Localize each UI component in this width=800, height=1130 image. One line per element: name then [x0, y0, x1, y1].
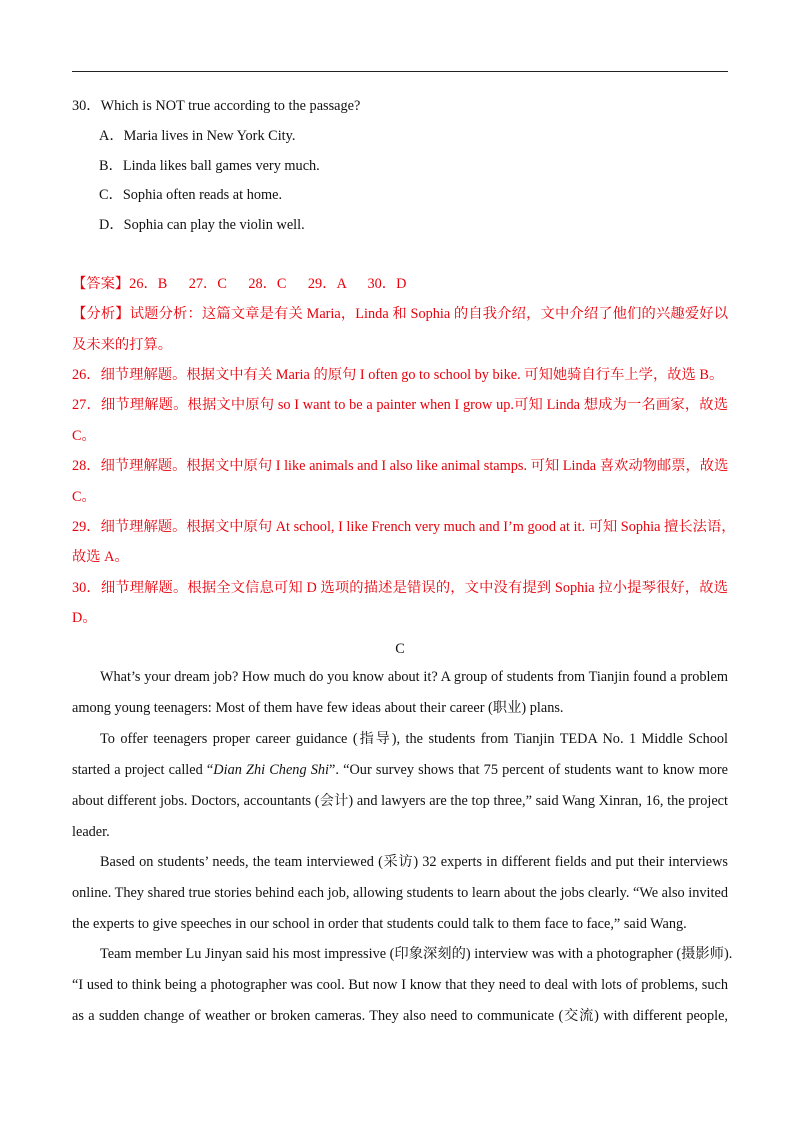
- analysis-line: 28．细节理解题。根据文中原句 I like animals and I also like animal stamps. 可知 Linda 喜欢动物邮票，故选: [72, 458, 729, 474]
- header-rule: [72, 71, 728, 72]
- analysis-line: 故选 A。: [72, 549, 129, 565]
- analysis-line: 27．细节理解题。根据文中原句 so I want to be a painter when I grow up.可知 Linda 想成为一名画家，故选: [72, 397, 728, 413]
- option-b: B．Linda likes ball games very much.: [99, 158, 320, 174]
- passage-line: “I used to think being a photographer was cool. But now I know that they need to deal with lots of problems, such: [72, 977, 728, 993]
- passage-line: the experts to give speeches in our school in order that students could talk to them face to face,” said Wang.: [72, 916, 687, 932]
- passage-line: leader.: [72, 824, 110, 840]
- analysis-line: 30．细节理解题。根据全文信息可知 D 选项的描述是错误的，文中没有提到 Sophia 拉小提琴很好，故选: [72, 580, 728, 596]
- passage-line: To offer teenagers proper career guidance (指导), the students from Tianjin TEDA No. 1 Middle School: [100, 731, 728, 747]
- analysis-line: D。: [72, 610, 97, 626]
- answer-line: 【答案】26．B 27．C 28．C 29．A 30．D: [72, 276, 407, 292]
- question-stem: 30．Which is NOT true according to the passage?: [72, 98, 361, 114]
- section-label: C: [395, 641, 405, 657]
- passage-line: started a project called “Dian Zhi Cheng Shi”. “Our survey shows that 75 percent of students want to know more: [72, 762, 729, 778]
- passage-line: as a sudden change of weather or broken cameras. They also need to communicate (交流) with different people,: [72, 1008, 728, 1024]
- passage-line: Based on students’ needs, the team interviewed (采访) 32 experts in different fields and put their interviews: [100, 854, 728, 870]
- option-d: D．Sophia can play the violin well.: [99, 217, 305, 233]
- analysis-line: 【分析】试题分析：这篇文章是有关 Maria，Linda 和 Sophia 的自我介绍，文中介绍了他们的兴趣爱好以: [72, 306, 728, 322]
- analysis-line: C。: [72, 489, 96, 505]
- passage-line: What’s your dream job? How much do you know about it? A group of students from Tianjin found a problem: [100, 669, 728, 685]
- analysis-line: 及未来的打算。: [72, 337, 173, 353]
- passage-line: online. They shared true stories behind each job, allowing students to learn about the jobs clearly. “We also invited: [72, 885, 728, 901]
- passage-line: about different jobs. Doctors, accountants (会计) and lawyers are the top three,” said Wang Xinran, 16, the project: [72, 793, 728, 809]
- passage-line: among young teenagers: Most of them have few ideas about their career (职业) plans.: [72, 700, 564, 716]
- analysis-line: C。: [72, 428, 96, 444]
- option-a: A．Maria lives in New York City.: [99, 128, 296, 144]
- analysis-line: 26．细节理解题。根据文中有关 Maria 的原句 I often go to school by bike. 可知她骑自行车上学，故选 B。: [72, 367, 724, 383]
- option-c: C．Sophia often reads at home.: [99, 187, 283, 203]
- passage-line: Team member Lu Jinyan said his most impressive (印象深刻的) interview was with a photographer (摄影师).: [100, 946, 733, 962]
- analysis-line: 29．细节理解题。根据文中原句 At school, I like French very much and I’m good at it. 可知 Sophia 擅长法语，: [72, 519, 736, 535]
